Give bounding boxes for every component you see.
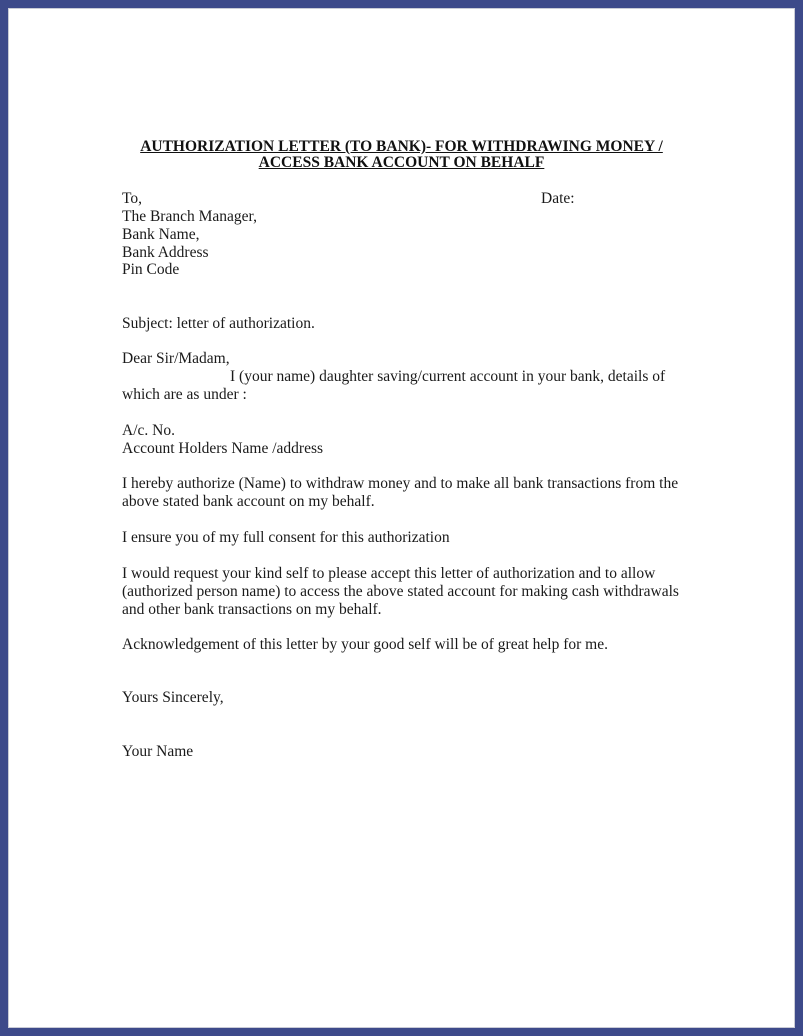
recipient-bank-name: Bank Name, <box>122 226 200 243</box>
letter-title-line-1: AUTHORIZATION LETTER (TO BANK)- FOR WITHDRAWING MONEY / <box>140 138 663 155</box>
account-number-label: A/c. No. <box>122 422 175 439</box>
letter-page <box>8 8 795 1028</box>
salutation: Dear Sir/Madam, <box>122 350 230 367</box>
authorize-paragraph-line-1: I hereby authorize (Name) to withdraw money and to make all bank transactions from the <box>122 475 679 492</box>
subject-line: Subject: letter of authorization. <box>122 315 315 332</box>
closing-line: Yours Sincerely, <box>122 689 224 706</box>
consent-paragraph: I ensure you of my full consent for this authorization <box>122 529 450 546</box>
signature-name: Your Name <box>122 743 194 760</box>
request-paragraph-line-2: (authorized person name) to access the above stated account for making cash withdrawals <box>122 583 679 600</box>
authorize-paragraph-line-2: above stated bank account on my behalf. <box>122 493 375 510</box>
to-label: To, <box>122 190 143 207</box>
date-label: Date: <box>541 190 575 207</box>
intro-line-2: which are as under : <box>122 386 247 403</box>
intro-line-1: I (your name) daughter saving/current account in your bank, details of <box>230 368 666 385</box>
letter-title-line-2: ACCESS BANK ACCOUNT ON BEHALF <box>258 154 545 171</box>
recipient-pin-code: Pin Code <box>122 261 180 278</box>
request-paragraph-line-3: and other bank transactions on my behalf. <box>122 601 382 618</box>
acknowledgement-paragraph: Acknowledgement of this letter by your good self will be of great help for me. <box>122 636 608 653</box>
recipient-branch-manager: The Branch Manager, <box>122 208 257 225</box>
request-paragraph-line-1: I would request your kind self to please accept this letter of authorization and to allow <box>122 565 656 582</box>
recipient-bank-address: Bank Address <box>122 244 209 261</box>
account-holder-label: Account Holders Name /address <box>122 440 324 457</box>
